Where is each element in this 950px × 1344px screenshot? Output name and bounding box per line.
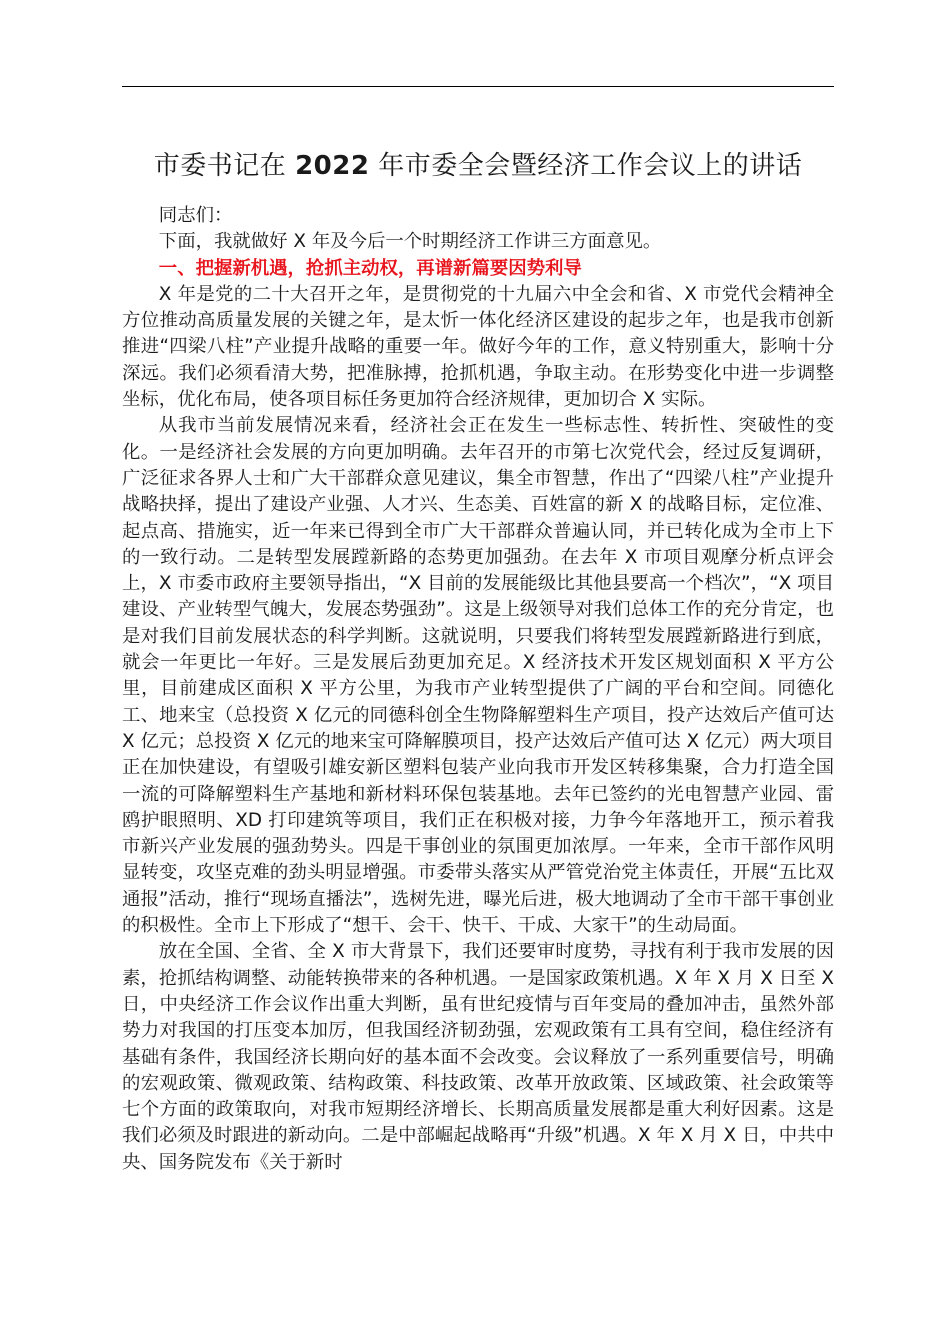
intro-paragraph: 下面，我就做好 X 年及今后一个时期经济工作讲三方面意见。 bbox=[158, 231, 662, 253]
section-heading: 一、把握新机遇，抢抓主动权，再谱新篇要因势利导 bbox=[158, 257, 582, 279]
body-paragraph: 放在全国、全省、全 X 市大背景下，我们还要审时度势，寻找有利于我市发展的因素，抢抓结构调整、动能转换带来的各种机遇。一是国家政策机遇。X 年 X 月 X 日至 X 日，中央经济工作会议作出重大判断，虽有世纪疫情与百年变局的叠加冲击，虽然外部势力对我国的打压变本加厉，但我国经济韧劲强，宏观政策有工具有空间，稳住经济有基础有条件，我国经济长期向好的基本面不会改变。会议释放了一系列重要信号，明确的宏观政策、微观政策、结构政策、科技政策、改革开放政策、区域政策、社会政策等七个方面的政策取向，对我市短期经济增长、长期高质量发展都是重大利好因素。这是我们必须及时跟进的新动向。二是中部崛起战略再“升级”机遇。X 年 X 月 X 日，中共中央、国务院发布《关于新时 bbox=[122, 941, 834, 1173]
body-paragraph: X 年是党的二十大召开之年，是贯彻党的十九届六中全会和省、X 市党代会精神全方位推动高质量发展的关键之年，是太忻一体化经济区建设的起步之年，也是我市创新推进“四梁八柱”产业提升战略的重要一年。做好今年的工作，意义特别重大，影响十分深远。我们必须看清大势，把准脉搏，抢抓机遇，争取主动。在形势变化中进一步调整坐标，优化布局，使各项目标任务更加符合经济规律，更加切合 X 实际。 bbox=[122, 283, 834, 411]
header-rule bbox=[122, 86, 834, 87]
title-suffix: 年市委全会暨经济工作会议上的讲话 bbox=[369, 151, 803, 181]
title-year: 2022 bbox=[295, 151, 370, 181]
document-body bbox=[122, 203, 834, 1176]
title-prefix: 市委书记在 bbox=[153, 151, 296, 181]
body-paragraph: 从我市当前发展情况来看，经济社会正在发生一些标志性、转折性、突破性的变化。一是经济社会发展的方向更加明确。去年召开的市第七次党代会，经过反复调研，广泛征求各界人士和广大干部群众意见建议，集全市智慧，作出了“四梁八柱”产业提升战略抉择，提出了建设产业强、人才兴、生态美、百姓富的新 X 的战略目标，定位准、起点高、措施实，近一年来已得到全市广大干部群众普遍认同，并已转化成为全市上下的一致行动。二是转型发展蹚新路的态势更加强劲。在去年 X 市项目观摩分析点评会上，X 市委市政府主要领导指出，“X 目前的发展能级比其他县要高一个档次”，“X 项目建设、产业转型气魄大，发展态势强劲”。这是上级领导对我们总体工作的充分肯定，也是对我们目前发展状态的科学判断。这就说明，只要我们将转型发展蹚新路进行到底，就会一年更比一年好。三是发展后劲更加充足。X 经济技术开发区规划面积 X 平方公里，目前建成区面积 X 平方公里，为我市产业转型提供了广阔的平台和空间。同德化工、地来宝（总投资 X 亿元的同德科创全生物降解塑料生产项目，投产达效后产值可达 X 亿元；总投资 X 亿元的地来宝可降解膜项目，投产达效后产值可达 X 亿元）两大项目正在加快建设，有望吸引雄安新区塑料包装产业向我市开发区转移集聚，合力打造全国一流的可降解塑料生产基地和新材料环保包装基地。去年已签约的光电智慧产业园、雷鸥护眼照明、XD 打印建筑等项目，我们正在积极对接，力争今年落地开工，预示着我市新兴产业发展的强劲势头。四是干事创业的氛围更加浓厚。一年来，全市干部作风明显转变，攻坚克难的劲头明显增强。市委带头落实从严管党治党主体责任，开展“五比双通报”活动，推行“现场直播法”，选树先进，曝光后进，极大地调动了全市干部干事创业的积极性。全市上下形成了“想干、会干、快干、干成、大家干”的生动局面。 bbox=[122, 415, 834, 937]
salutation: 同志们： bbox=[158, 205, 233, 226]
document-title bbox=[122, 148, 834, 184]
